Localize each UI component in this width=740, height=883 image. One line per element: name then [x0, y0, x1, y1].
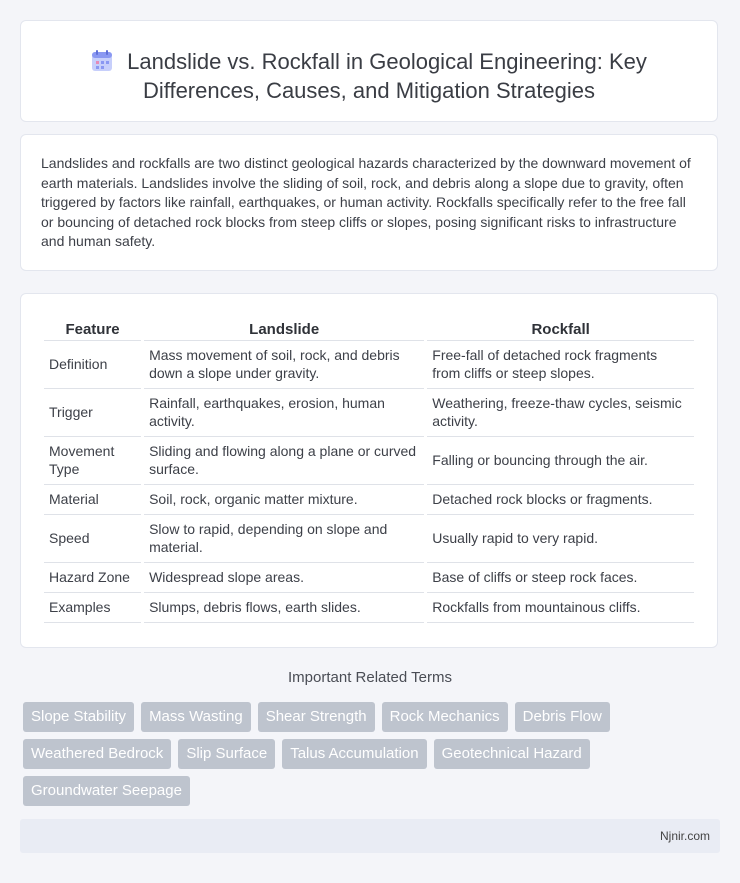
intro-card	[20, 134, 718, 271]
header-rockfall: Rockfall	[427, 314, 694, 341]
table-header-row	[44, 314, 694, 341]
tag-slope-stability[interactable]: Slope Stability	[23, 702, 134, 732]
footer-site[interactable]: Njnir.com	[659, 829, 710, 843]
table-row	[44, 593, 694, 623]
tag-groundwater-seepage[interactable]: Groundwater Seepage	[23, 776, 190, 806]
related-terms-list	[23, 702, 723, 806]
row-landslide: Rainfall, earthquakes, erosion, human activity.	[144, 389, 424, 437]
table-row	[44, 563, 694, 593]
calendar-icon	[91, 50, 113, 72]
tag-geotechnical-hazard[interactable]: Geotechnical Hazard	[434, 739, 590, 769]
row-landslide: Soil, rock, organic matter mixture.	[144, 485, 424, 515]
row-feature: Definition	[44, 341, 141, 389]
tag-mass-wasting[interactable]: Mass Wasting	[141, 702, 251, 732]
row-rockfall: Weathering, freeze-thaw cycles, seismic activity.	[427, 389, 694, 437]
table-row	[44, 515, 694, 563]
row-landslide: Sliding and flowing along a plane or curved surface.	[144, 437, 424, 485]
row-rockfall: Falling or bouncing through the air.	[427, 437, 694, 485]
row-rockfall: Rockfalls from mountainous cliffs.	[427, 593, 694, 623]
header-landslide: Landslide	[144, 314, 424, 341]
tag-debris-flow[interactable]: Debris Flow	[515, 702, 610, 732]
row-rockfall: Base of cliffs or steep rock faces.	[427, 563, 694, 593]
row-feature: Trigger	[44, 389, 141, 437]
tag-talus-accumulation[interactable]: Talus Accumulation	[282, 739, 426, 769]
row-feature: Movement Type	[44, 437, 141, 485]
row-landslide: Widespread slope areas.	[144, 563, 424, 593]
comparison-card	[20, 293, 718, 648]
row-feature: Speed	[44, 515, 141, 563]
comparison-table	[41, 314, 697, 623]
row-feature: Material	[44, 485, 141, 515]
row-rockfall: Detached rock blocks or fragments.	[427, 485, 694, 515]
row-feature: Hazard Zone	[44, 563, 141, 593]
title-card	[20, 20, 718, 122]
footer	[20, 819, 720, 853]
tag-slip-surface[interactable]: Slip Surface	[178, 739, 275, 769]
page-title	[61, 47, 677, 105]
page-title-text: Landslide vs. Rockfall in Geological Engineering: Key Differences, Causes, and Mitigation Strategies	[127, 49, 647, 103]
table-row	[44, 437, 694, 485]
row-landslide: Slow to rapid, depending on slope and material.	[144, 515, 424, 563]
intro-paragraph: Landslides and rockfalls are two distinct geological hazards characterized by the downward movement of earth materials. Landslides involve the sliding of soil, rock, and debris along a slope due to gravity, often triggered by factors like rainfall, earthquakes, or human activity. Rockfalls specifically refer to the free fall or bouncing of detached rock blocks from steep cliffs or slopes, posing significant risks to infrastructure and human safety.	[41, 155, 691, 250]
row-landslide: Slumps, debris flows, earth slides.	[144, 593, 424, 623]
header-feature: Feature	[44, 314, 141, 341]
table-row	[44, 389, 694, 437]
related-terms-heading: Important Related Terms	[288, 669, 452, 686]
table-row	[44, 341, 694, 389]
row-feature: Examples	[44, 593, 141, 623]
table-row	[44, 485, 694, 515]
row-landslide: Mass movement of soil, rock, and debris down a slope under gravity.	[144, 341, 424, 389]
tag-weathered-bedrock[interactable]: Weathered Bedrock	[23, 739, 171, 769]
tag-shear-strength[interactable]: Shear Strength	[258, 702, 375, 732]
row-rockfall: Free-fall of detached rock fragments from cliffs or steep slopes.	[427, 341, 694, 389]
row-rockfall: Usually rapid to very rapid.	[427, 515, 694, 563]
tag-rock-mechanics[interactable]: Rock Mechanics	[382, 702, 508, 732]
